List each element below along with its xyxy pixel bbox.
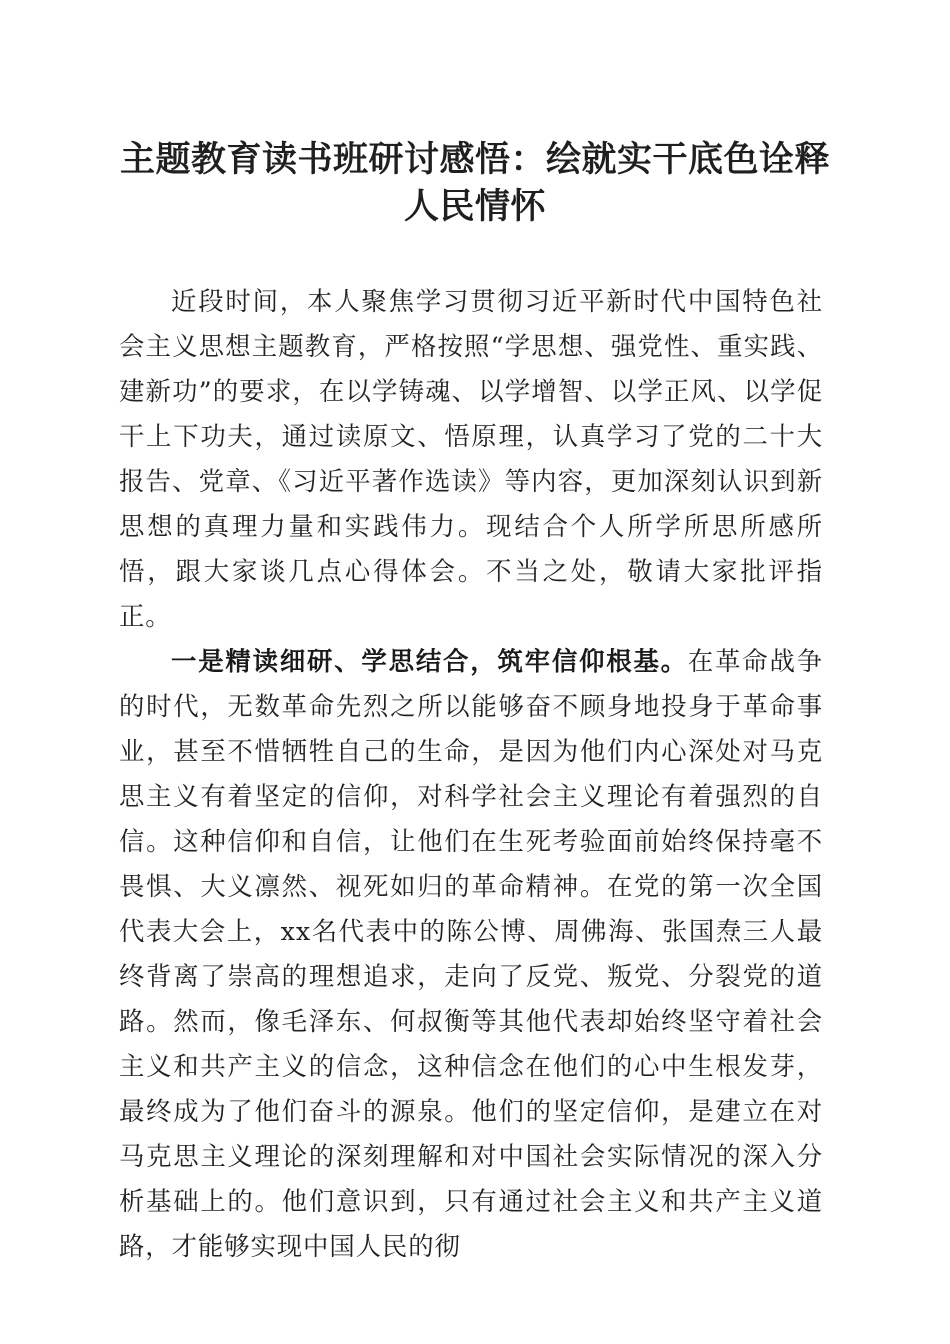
section-one-text: 在革命战争的时代，无数革命先烈之所以能够奋不顾身地投身于革命事业，甚至不惜牺牲自己的生命，是因为他们内心深处对马克思主义有着坚定的信仰，对科学社会主义理论有着强烈的自信。这种信仰和自信，让他们在生死考验面前始终保持毫不畏惧、大义凛然、视死如归的革命精神。在党的第一次全国代表大会上，xx名代表中的陈公博、周佛海、张国焘三人最终背离了崇高的理想追求，走向了反党、叛党、分裂党的道路。然而，像毛泽东、何叔衡等其他代表却始终坚守着社会主义和共产主义的信念，这种信念在他们的心中生根发芽，最终成为了他们奋斗的源泉。他们的坚定信仰，是建立在对马克思主义理论的深刻理解和对中国社会实际情况的深入分析基础上的。他们意识到，只有通过社会主义和共产主义道路，才能够实现中国人民的彻 (119, 646, 823, 1261)
paragraph-intro (119, 279, 823, 639)
document-body (119, 279, 823, 1269)
title-line-2: 人民情怀 (403, 186, 546, 227)
document-title (100, 136, 850, 230)
title-line-1: 主题教育读书班研讨感悟：绘就实干底色诠释 (119, 139, 830, 180)
paragraph-section-one (119, 639, 823, 1269)
section-one-heading: 一是精读细研、学思结合，筑牢信仰根基。 (171, 646, 688, 676)
paragraph-intro-text: 近段时间，本人聚焦学习贯彻习近平新时代中国特色社会主义思想主题教育，严格按照“学思想、强党性、重实践、建新功”的要求，在以学铸魂、以学增智、以学正风、以学促干上下功夫，通过读原文、悟原理，认真学习了党的二十大报告、党章、《习近平著作选读》等内容，更加深刻认识到新思想的真理力量和实践伟力。现结合个人所学所思所感所悟，跟大家谈几点心得体会。不当之处，敬请大家批评指正。 (119, 286, 823, 631)
